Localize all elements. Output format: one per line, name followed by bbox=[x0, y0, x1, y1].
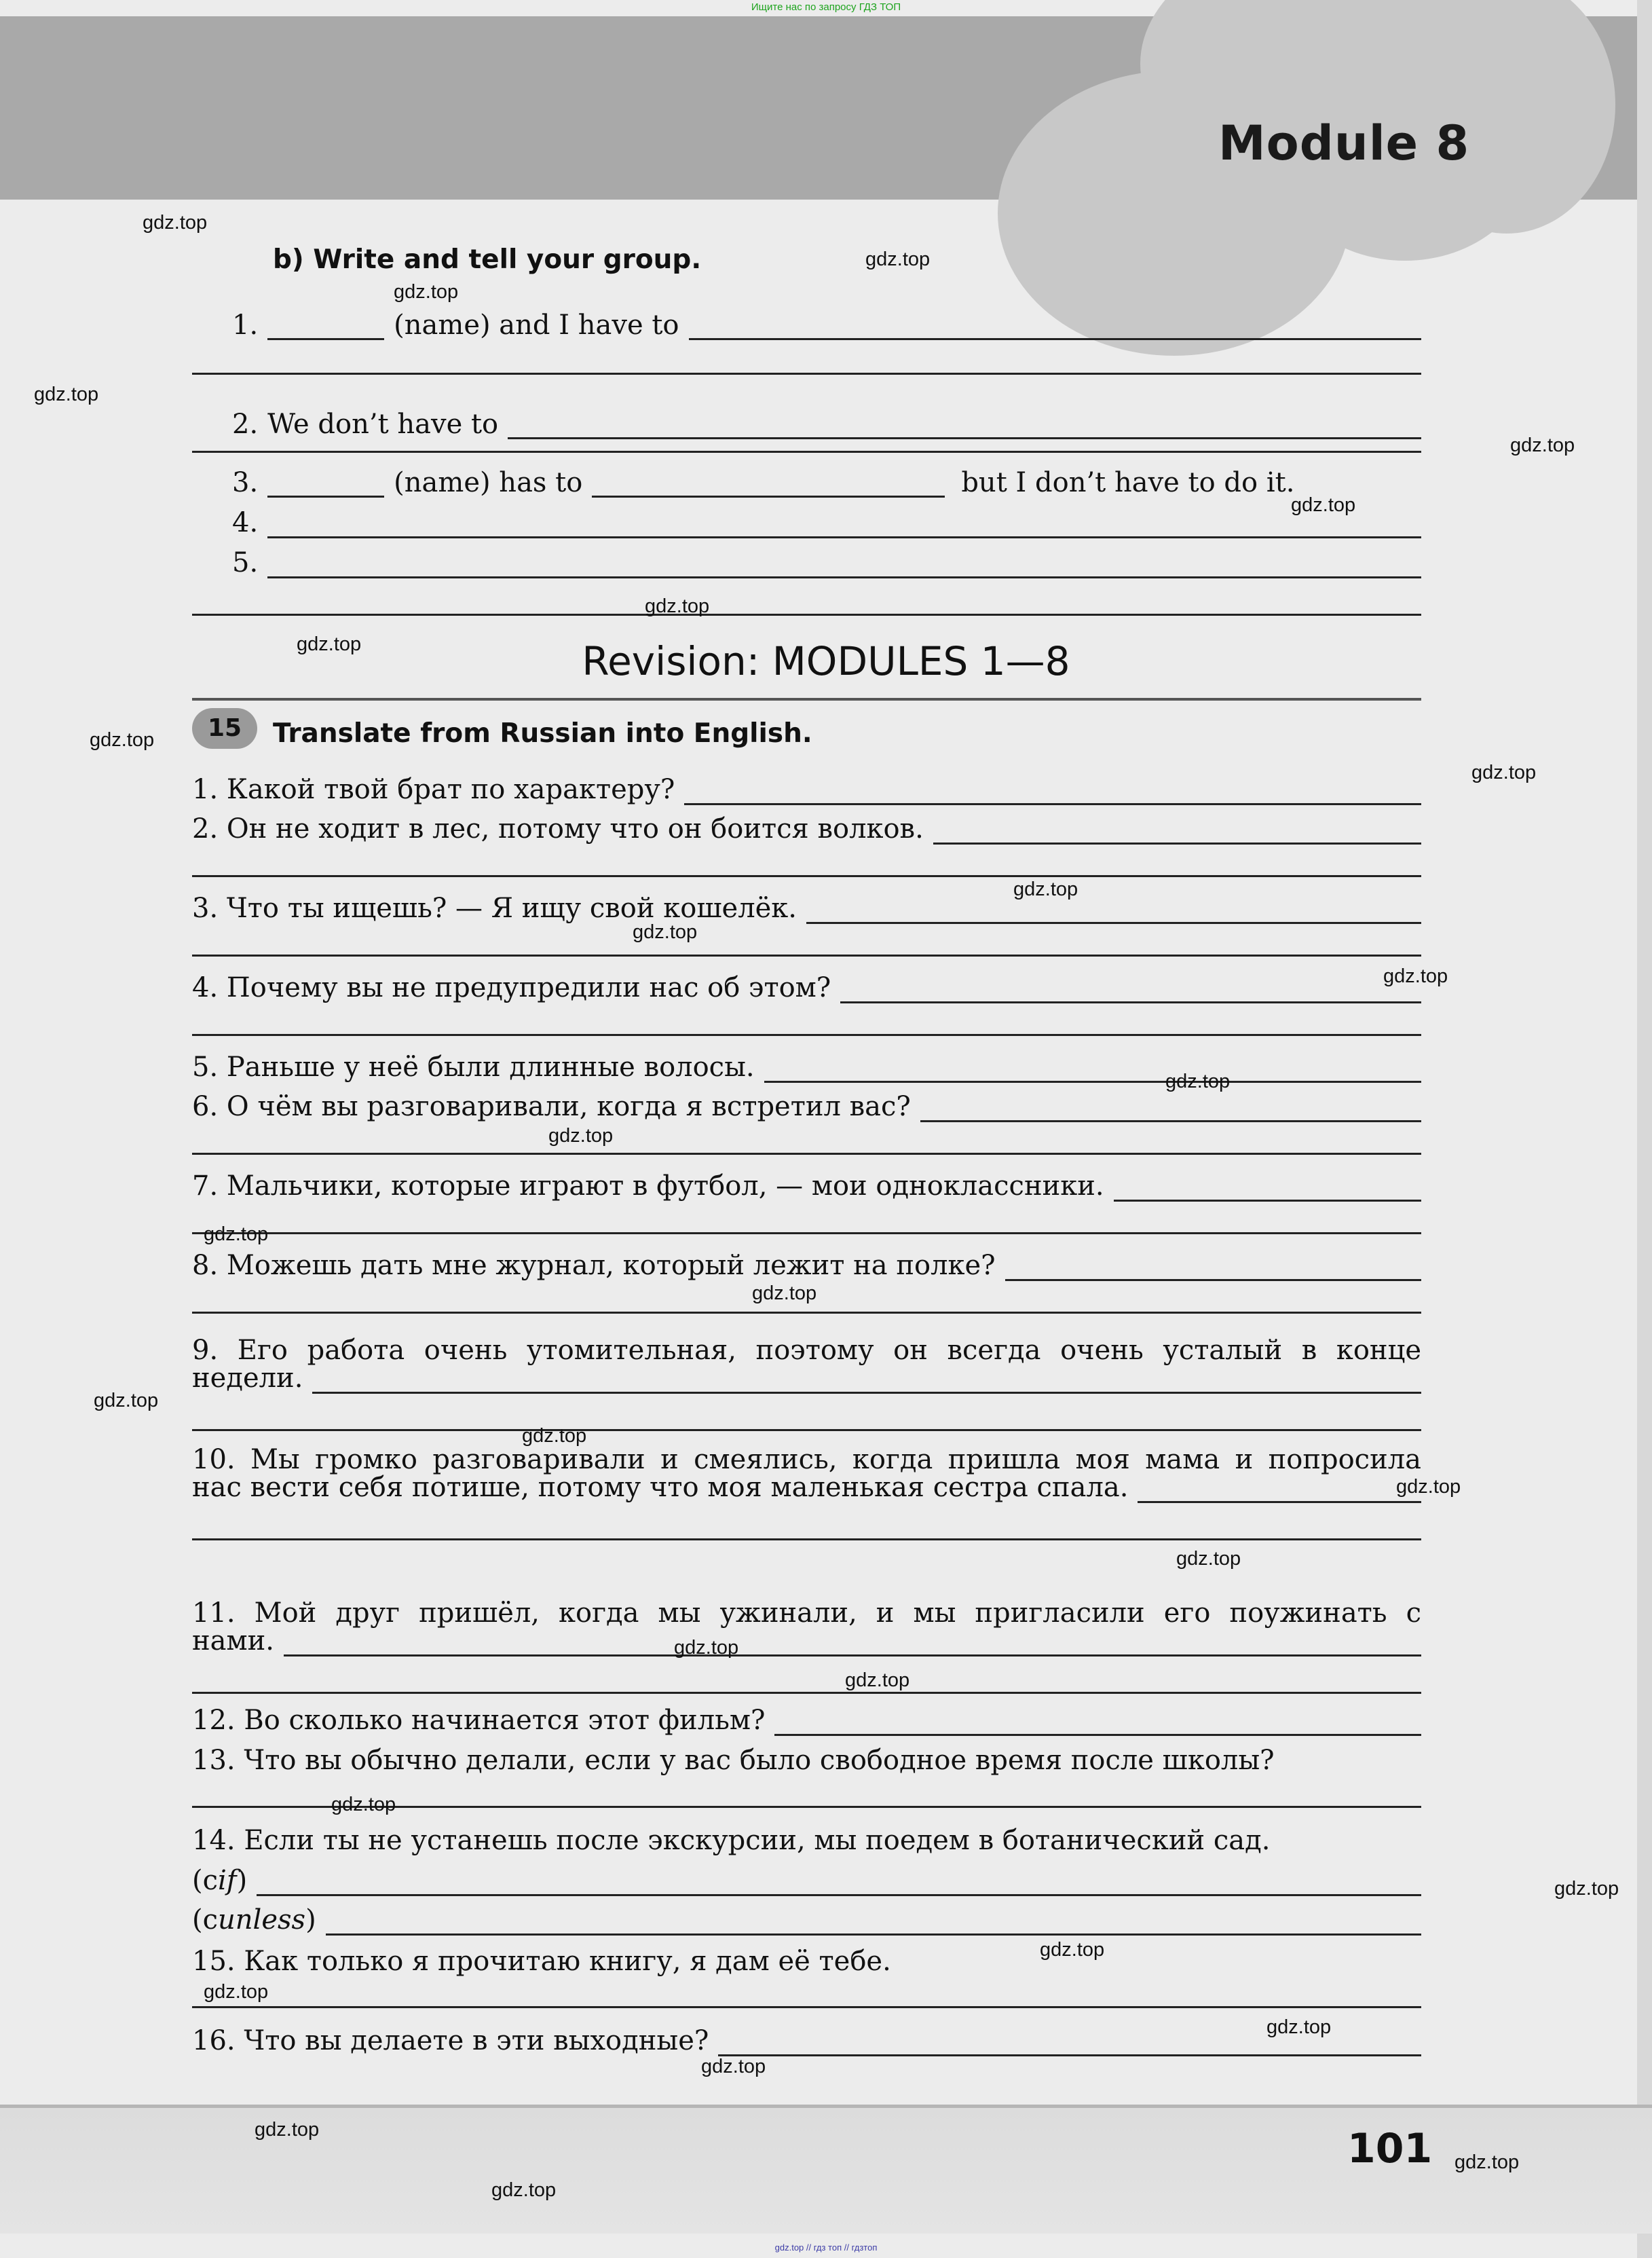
watermark: gdz.top bbox=[845, 1669, 910, 1691]
b-item-number: 2. bbox=[232, 409, 259, 440]
answer-blank[interactable] bbox=[933, 821, 1421, 845]
watermark: gdz.top bbox=[491, 2179, 557, 2201]
watermark: gdz.top bbox=[548, 1125, 614, 1147]
watermark: gdz.top bbox=[1554, 1878, 1619, 1900]
answer-blank[interactable] bbox=[774, 1713, 1421, 1736]
answer-blank[interactable] bbox=[764, 1060, 1421, 1083]
watermark: gdz.top bbox=[394, 281, 459, 303]
item-text: 2. Он не ходит в лес, потому что он боится волков. bbox=[192, 813, 924, 845]
item-text: 1. Какой твой брат по характеру? bbox=[192, 774, 675, 805]
answer-blank[interactable] bbox=[267, 515, 1421, 538]
watermark: gdz.top bbox=[1013, 878, 1078, 900]
watermark: gdz.top bbox=[674, 1637, 739, 1659]
watermark: gdz.top bbox=[633, 921, 698, 943]
bottom-note: gdz.top // гдз топ // гдзтоп bbox=[774, 2242, 878, 2253]
variant-prefix: (с bbox=[192, 1865, 219, 1896]
watermark: gdz.top bbox=[645, 595, 710, 617]
watermark: gdz.top bbox=[204, 1981, 269, 2003]
item-text: 15. Как только я прочитаю книгу, я дам её тебе. bbox=[192, 1946, 891, 1977]
answer-blank[interactable] bbox=[312, 1371, 1421, 1394]
translate-item bbox=[192, 1946, 1421, 1977]
variant-prefix: (с bbox=[192, 1904, 219, 1936]
answer-blank[interactable] bbox=[1005, 1258, 1421, 1281]
answer-blank[interactable] bbox=[508, 419, 1421, 439]
watermark: gdz.top bbox=[1454, 2151, 1520, 2173]
separator-line bbox=[192, 698, 1421, 701]
watermark: gdz.top bbox=[1040, 1939, 1105, 1961]
answer-line[interactable] bbox=[192, 875, 1421, 877]
item-text: 4. Почему вы не предупредили нас об этом? bbox=[192, 972, 831, 1003]
answer-line[interactable] bbox=[192, 1232, 1421, 1234]
module-header-band bbox=[0, 16, 1652, 200]
name-blank[interactable] bbox=[267, 320, 384, 340]
item-text: 13. Что вы обычно делали, если у вас было свободное время после школы? bbox=[192, 1745, 1275, 1776]
variant-keyword: unless bbox=[218, 1904, 306, 1936]
item-text: 5. Раньше у неё были длинные волосы. bbox=[192, 1052, 755, 1083]
answer-line[interactable] bbox=[192, 614, 1421, 616]
watermark: gdz.top bbox=[255, 2119, 320, 2141]
item-text: 7. Мальчики, которые играют в футбол, — мои одноклассники. bbox=[192, 1170, 1104, 1202]
translate-item bbox=[192, 1705, 1421, 1736]
translate-item bbox=[192, 1170, 1421, 1202]
answer-line[interactable] bbox=[192, 373, 1421, 375]
answer-line[interactable] bbox=[192, 1153, 1421, 1155]
answer-blank[interactable] bbox=[267, 555, 1421, 578]
b-item-text: We don’t have to bbox=[267, 409, 499, 440]
translate-item bbox=[192, 2025, 1421, 2056]
translate-item bbox=[192, 813, 1421, 845]
answer-blank[interactable] bbox=[1114, 1179, 1421, 1202]
watermark: gdz.top bbox=[1396, 1476, 1461, 1498]
answer-line[interactable] bbox=[192, 955, 1421, 957]
variant-suffix: ) bbox=[305, 1904, 316, 1936]
item-text: 11. Мой друг пришёл, когда мы ужинали, и мы пригласили его поужинать с bbox=[192, 1597, 1421, 1629]
answer-blank[interactable] bbox=[806, 901, 1421, 924]
module-title: Module 8 bbox=[1218, 115, 1470, 171]
if-variant bbox=[192, 1865, 1421, 1896]
unless-variant bbox=[192, 1904, 1421, 1936]
answer-blank[interactable] bbox=[284, 1633, 1421, 1657]
watermark: gdz.top bbox=[331, 1794, 396, 1815]
b-item-number: 4. bbox=[232, 507, 259, 538]
variant-keyword: if bbox=[218, 1865, 237, 1896]
answer-line[interactable] bbox=[192, 1692, 1421, 1694]
watermark: gdz.top bbox=[1471, 762, 1537, 783]
watermark: gdz.top bbox=[1266, 2016, 1332, 2038]
b-item-number: 3. bbox=[232, 467, 259, 498]
answer-line[interactable] bbox=[192, 1312, 1421, 1314]
page-number: 101 bbox=[1347, 2125, 1433, 2172]
item-text: 12. Во сколько начинается этот фильм? bbox=[192, 1705, 766, 1736]
exercise-number-badge: 15 bbox=[192, 708, 257, 749]
watermark: gdz.top bbox=[1165, 1071, 1231, 1092]
watermark: gdz.top bbox=[701, 2056, 766, 2077]
answer-blank[interactable] bbox=[684, 782, 1421, 805]
exercise-instruction: Translate from Russian into English. bbox=[273, 718, 812, 749]
translate-item bbox=[192, 1745, 1421, 1775]
item-text: 10. Мы громко разговаривали и смеялись, когда пришла моя мама и попросила bbox=[192, 1444, 1421, 1475]
answer-blank[interactable] bbox=[592, 477, 945, 498]
b-item-4 bbox=[232, 507, 1421, 538]
answer-blank[interactable] bbox=[689, 320, 1421, 340]
answer-line[interactable] bbox=[192, 2006, 1421, 2008]
answer-line[interactable] bbox=[192, 1538, 1421, 1540]
translate-item-continued bbox=[192, 1472, 1421, 1503]
translate-item bbox=[192, 774, 1421, 805]
top-search-note: Ищите нас по запросу ГДЗ ТОП bbox=[751, 1, 901, 13]
translate-item bbox=[192, 1091, 1421, 1122]
watermark: gdz.top bbox=[94, 1390, 159, 1411]
answer-blank[interactable] bbox=[920, 1099, 1421, 1122]
watermark: gdz.top bbox=[865, 248, 931, 270]
b-item-number: 5. bbox=[232, 547, 259, 578]
item-text: недели. bbox=[192, 1363, 303, 1394]
item-text: нами. bbox=[192, 1625, 274, 1657]
revision-title: Revision: MODULES 1—8 bbox=[582, 638, 1070, 684]
translate-item-continued bbox=[192, 1625, 1421, 1657]
answer-blank[interactable] bbox=[257, 1873, 1421, 1896]
section-b-title: b) Write and tell your group. bbox=[273, 244, 702, 275]
watermark: gdz.top bbox=[522, 1425, 587, 1447]
translate-item bbox=[192, 1598, 1421, 1628]
b-item-tail: but I don’t have to do it. bbox=[961, 467, 1295, 498]
item-text: 14. Если ты не устанешь после экскурсии, мы поедем в ботанический сад. bbox=[192, 1825, 1271, 1856]
translate-item bbox=[192, 1445, 1421, 1475]
watermark: gdz.top bbox=[204, 1223, 269, 1245]
b-item-number: 1. bbox=[232, 310, 259, 341]
answer-blank[interactable] bbox=[1138, 1480, 1421, 1503]
translate-item-continued bbox=[192, 1363, 1421, 1394]
b-item-2 bbox=[232, 389, 1421, 439]
answer-line[interactable] bbox=[192, 451, 1421, 453]
b-item-text: (name) and I have to bbox=[394, 310, 679, 341]
item-text: 6. О чём вы разговаривали, когда я встретил вас? bbox=[192, 1091, 911, 1122]
variant-suffix: ) bbox=[236, 1865, 248, 1896]
item-text: 9. Его работа очень утомительная, поэтому он всегда очень усталый в конце bbox=[192, 1335, 1421, 1366]
watermark: gdz.top bbox=[297, 633, 362, 655]
translate-item bbox=[192, 1052, 1421, 1083]
item-text: нас вести себя потише, потому что моя маленькая сестра спала. bbox=[192, 1472, 1129, 1503]
watermark: gdz.top bbox=[90, 729, 155, 751]
translate-item bbox=[192, 893, 1421, 924]
answer-line[interactable] bbox=[192, 1034, 1421, 1036]
item-text: 8. Можешь дать мне журнал, который лежит на полке? bbox=[192, 1250, 996, 1281]
watermark: gdz.top bbox=[752, 1282, 817, 1304]
b-item-3 bbox=[232, 468, 1421, 498]
answer-blank[interactable] bbox=[840, 980, 1421, 1003]
b-item-5 bbox=[232, 547, 1421, 578]
watermark: gdz.top bbox=[1510, 434, 1575, 456]
b-item-1 bbox=[232, 310, 1421, 340]
item-text: 16. Что вы делаете в эти выходные? bbox=[192, 2025, 709, 2056]
watermark: gdz.top bbox=[1383, 965, 1448, 987]
translate-item bbox=[192, 1826, 1421, 1855]
item-text: 3. Что ты ищешь? — Я ищу свой кошелёк. bbox=[192, 893, 797, 924]
answer-blank[interactable] bbox=[326, 1912, 1421, 1936]
translate-item bbox=[192, 1250, 1421, 1281]
b-item-text: (name) has to bbox=[394, 467, 583, 498]
answer-line[interactable] bbox=[192, 1429, 1421, 1431]
page-edge bbox=[1637, 0, 1652, 2258]
watermark: gdz.top bbox=[34, 384, 99, 405]
translate-item bbox=[192, 1335, 1421, 1365]
watermark: gdz.top bbox=[1291, 494, 1356, 516]
name-blank[interactable] bbox=[267, 477, 384, 498]
translate-item bbox=[192, 972, 1421, 1003]
watermark: gdz.top bbox=[143, 212, 208, 234]
watermark: gdz.top bbox=[1176, 1548, 1241, 1570]
